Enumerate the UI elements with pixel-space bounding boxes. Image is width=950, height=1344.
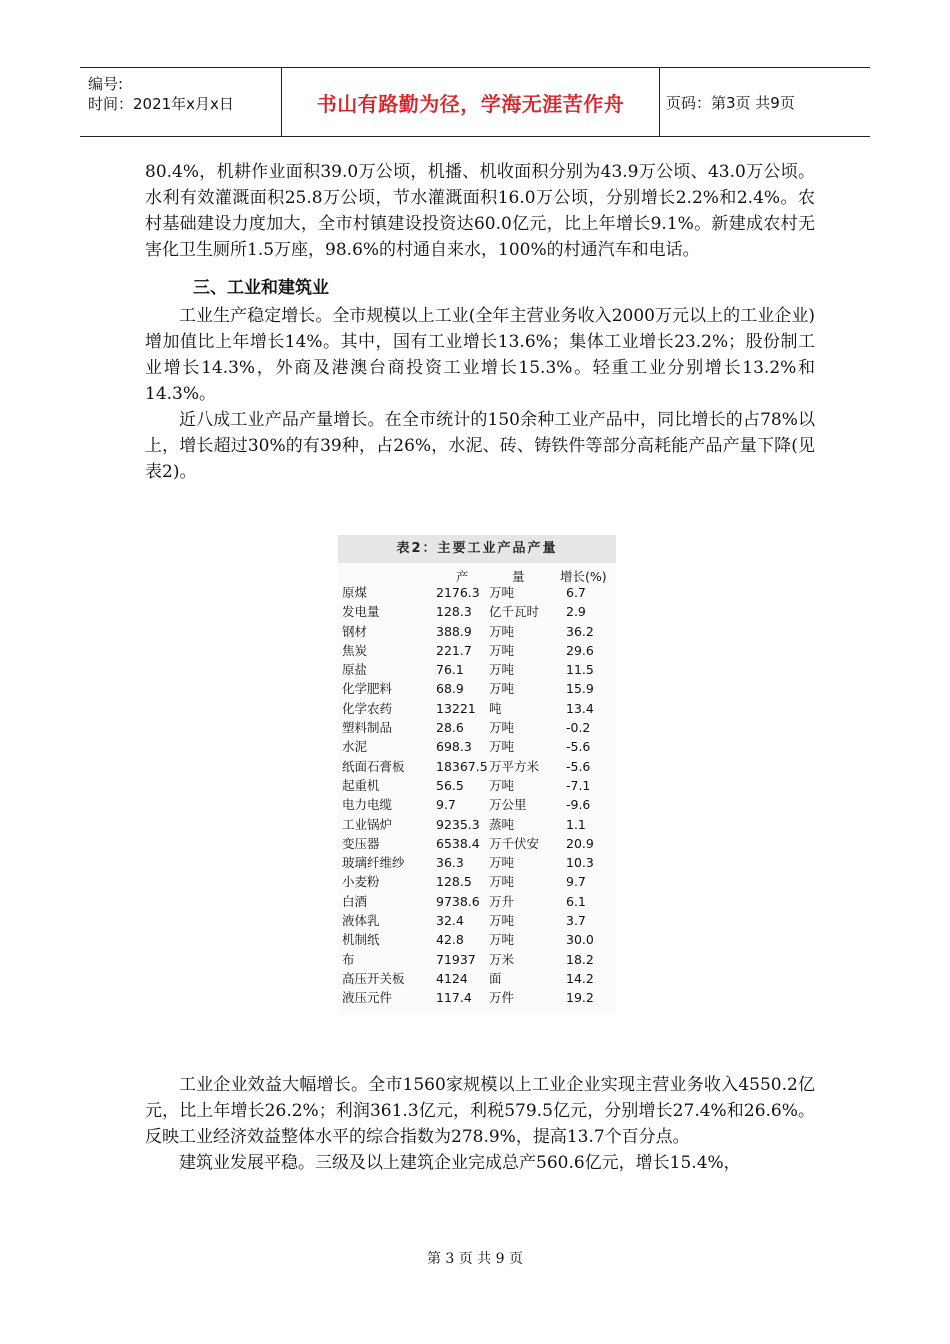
product-name: 液体乳 (342, 913, 380, 929)
product-unit: 万吨 (489, 720, 515, 736)
table-row (338, 699, 616, 718)
table-row (338, 872, 616, 891)
product-value: 76.1 (436, 662, 464, 678)
table-row (338, 757, 616, 776)
product-name: 塑料制品 (342, 720, 393, 736)
table-row (338, 988, 616, 1007)
header-meta (80, 68, 282, 136)
header-page-number: 页码：第3页 共9页 (666, 93, 795, 112)
product-growth: 19.2 (566, 990, 594, 1006)
product-growth: 1.1 (566, 816, 586, 832)
product-growth: -7.1 (566, 777, 591, 793)
table-body (338, 583, 616, 1008)
product-value: 13221 (436, 700, 476, 716)
product-value: 28.6 (436, 720, 464, 736)
product-unit: 吨 (489, 700, 502, 716)
product-name: 玻璃纤维纱 (342, 855, 405, 871)
product-value: 68.9 (436, 681, 464, 697)
product-growth: 6.1 (566, 893, 586, 909)
product-unit: 万吨 (489, 585, 515, 600)
table-row (338, 834, 616, 853)
product-value: 71937 (436, 951, 476, 967)
table-title: 表2：主要工业产品产量 (338, 535, 616, 563)
product-name: 原盐 (342, 662, 368, 678)
product-unit: 亿千瓦时 (489, 604, 540, 620)
product-growth: -5.6 (566, 758, 591, 774)
product-growth: 14.2 (566, 970, 594, 986)
page-header (80, 67, 870, 137)
product-unit: 万吨 (489, 642, 515, 658)
product-value: 6538.4 (436, 835, 480, 851)
product-name: 小麦粉 (342, 874, 380, 890)
product-growth: 36.2 (566, 623, 594, 639)
product-unit: 万件 (489, 990, 515, 1006)
product-value: 36.3 (436, 855, 464, 871)
product-name: 工业锅炉 (342, 816, 393, 832)
product-growth: 2.9 (566, 604, 586, 620)
product-value: 128.5 (436, 874, 472, 890)
product-value: 42.8 (436, 932, 464, 948)
paragraph-construction: 建筑业发展平稳。三级及以上建筑企业完成总产560.6亿元，增长15.4%， (179, 1153, 741, 1173)
product-name: 高压开关板 (342, 970, 405, 986)
document-body-continued (145, 1072, 815, 1176)
paragraph-industrial-production: 工业生产稳定增长。全市规模以上工业(全年主营业务收入2000万元以上的工业企业)增加值比上年增长14%。其中，国有工业增长13.6%；集体工业增长23.2%；股份制工业增长14.3%，外商及港澳台商投资工业增长15.3%。轻重工业分别增长13.2%和14.3%。 (145, 306, 815, 404)
table-row (338, 660, 616, 679)
product-growth: 11.5 (566, 662, 594, 678)
table-row (338, 815, 616, 834)
product-unit: 万吨 (489, 662, 515, 678)
product-name: 机制纸 (342, 932, 380, 948)
header-output-2: 量 (512, 569, 525, 584)
product-value: 117.4 (436, 990, 472, 1006)
product-growth: -0.2 (566, 720, 591, 736)
product-value: 9738.6 (436, 893, 480, 909)
product-unit: 万公里 (489, 797, 527, 813)
product-value: 128.3 (436, 604, 472, 620)
product-unit: 万平方米 (489, 758, 540, 774)
section-title-industry: 三、工业和建筑业 (193, 278, 329, 298)
table-row (338, 795, 616, 814)
document-body (145, 159, 815, 485)
table-header (338, 563, 616, 583)
product-unit: 万米 (489, 951, 515, 967)
table-row (338, 641, 616, 660)
product-unit: 万吨 (489, 681, 515, 697)
product-name: 水泥 (342, 739, 368, 755)
table-row (338, 776, 616, 795)
page-footer: 第 3 页 共 9 页 (426, 1251, 524, 1267)
product-growth: 18.2 (566, 951, 594, 967)
product-value: 9.7 (436, 797, 456, 813)
product-value: 221.7 (436, 642, 472, 658)
product-name: 纸面石膏板 (342, 758, 405, 774)
product-unit: 万吨 (489, 913, 515, 929)
product-unit: 万吨 (489, 874, 515, 890)
product-value: 9235.3 (436, 816, 480, 832)
product-growth: 30.0 (566, 932, 594, 948)
product-growth: -9.6 (566, 797, 591, 813)
product-name: 电力电缆 (342, 797, 393, 813)
product-value: 388.9 (436, 623, 472, 639)
product-name: 钢材 (342, 623, 368, 639)
product-name: 发电量 (342, 604, 380, 620)
product-name: 化学农药 (342, 700, 393, 716)
table-row (338, 911, 616, 930)
product-name: 变压器 (342, 835, 380, 851)
product-growth: 10.3 (566, 855, 594, 871)
product-unit: 万吨 (489, 855, 515, 871)
product-unit: 万吨 (489, 739, 515, 755)
header-output-1: 产 (456, 569, 469, 584)
product-unit: 万吨 (489, 932, 515, 948)
table-row (338, 737, 616, 756)
paragraph-industrial-benefits: 工业企业效益大幅增长。全市1560家规模以上工业企业实现主营业务收入4550.2亿元，比上年增长26.2%；利润361.3亿元，利税579.5亿元，分别增长27.4%和26.6%。反映工业经济效益整体水平的综合指数为278.9%，提高13.7个百分点。 (145, 1075, 815, 1147)
document-time-label: 时间：2021年x月x日 (88, 95, 234, 113)
product-name: 焦炭 (342, 642, 368, 658)
product-unit: 面 (489, 970, 502, 986)
product-growth: -5.6 (566, 739, 591, 755)
header-motto: 书山有路勤为径，学海无涯苦作舟 (282, 68, 660, 136)
product-unit: 万升 (489, 893, 515, 909)
product-value: 56.5 (436, 777, 464, 793)
table-row (338, 679, 616, 698)
paragraph-agriculture: 80.4%，机耕作业面积39.0万公顷，机播、机收面积分别为43.9万公顷、43.0万公顷。水利有效灌溉面积25.8万公顷，节水灌溉面积16.0万公顷，分别增长2.2%和2.4%。农村基础建设力度加大，全市村镇建设投资达60.0亿元，比上年增长9.1%。新建成农村无害化卫生厕所1.5万座，98.6%的村通自来水，100%的村通汽车和电话。 (145, 162, 815, 260)
product-growth: 15.9 (566, 681, 594, 697)
table-row (338, 622, 616, 641)
product-value: 2176.3 (436, 585, 480, 600)
product-output-table (338, 535, 616, 1015)
paragraph-industrial-products: 近八成工业产品产量增长。在全市统计的150余种工业产品中，同比增长的占78%以上，增长超过30%的有39种，占26%，水泥、砖、铸铁件等部分高耗能产品产量下降(见表2)。 (145, 410, 815, 482)
product-growth: 6.7 (566, 585, 586, 600)
product-name: 布 (342, 951, 355, 967)
table-row (338, 853, 616, 872)
product-name: 起重机 (342, 777, 380, 793)
table-row (338, 602, 616, 621)
product-unit: 蒸吨 (489, 816, 515, 832)
product-name: 化学肥料 (342, 681, 393, 697)
table-row (338, 950, 616, 969)
product-value: 698.3 (436, 739, 472, 755)
product-growth: 20.9 (566, 835, 594, 851)
product-unit: 万吨 (489, 623, 515, 639)
table-row (338, 930, 616, 949)
document-number-label: 编号: (88, 75, 124, 93)
product-value: 4124 (436, 970, 468, 986)
product-unit: 万千伏安 (489, 835, 540, 851)
product-name: 液压元件 (342, 990, 393, 1006)
product-unit: 万吨 (489, 777, 515, 793)
table-row (338, 969, 616, 988)
header-growth: 增长(%) (560, 569, 607, 584)
product-value: 18367.5 (436, 758, 488, 774)
product-growth: 9.7 (566, 874, 586, 890)
product-growth: 29.6 (566, 642, 594, 658)
table-row (338, 718, 616, 737)
product-growth: 3.7 (566, 913, 586, 929)
table-row (338, 892, 616, 911)
product-value: 32.4 (436, 913, 464, 929)
table-row (338, 583, 616, 602)
product-growth: 13.4 (566, 700, 594, 716)
product-name: 原煤 (342, 585, 368, 600)
product-name: 白酒 (342, 893, 368, 909)
